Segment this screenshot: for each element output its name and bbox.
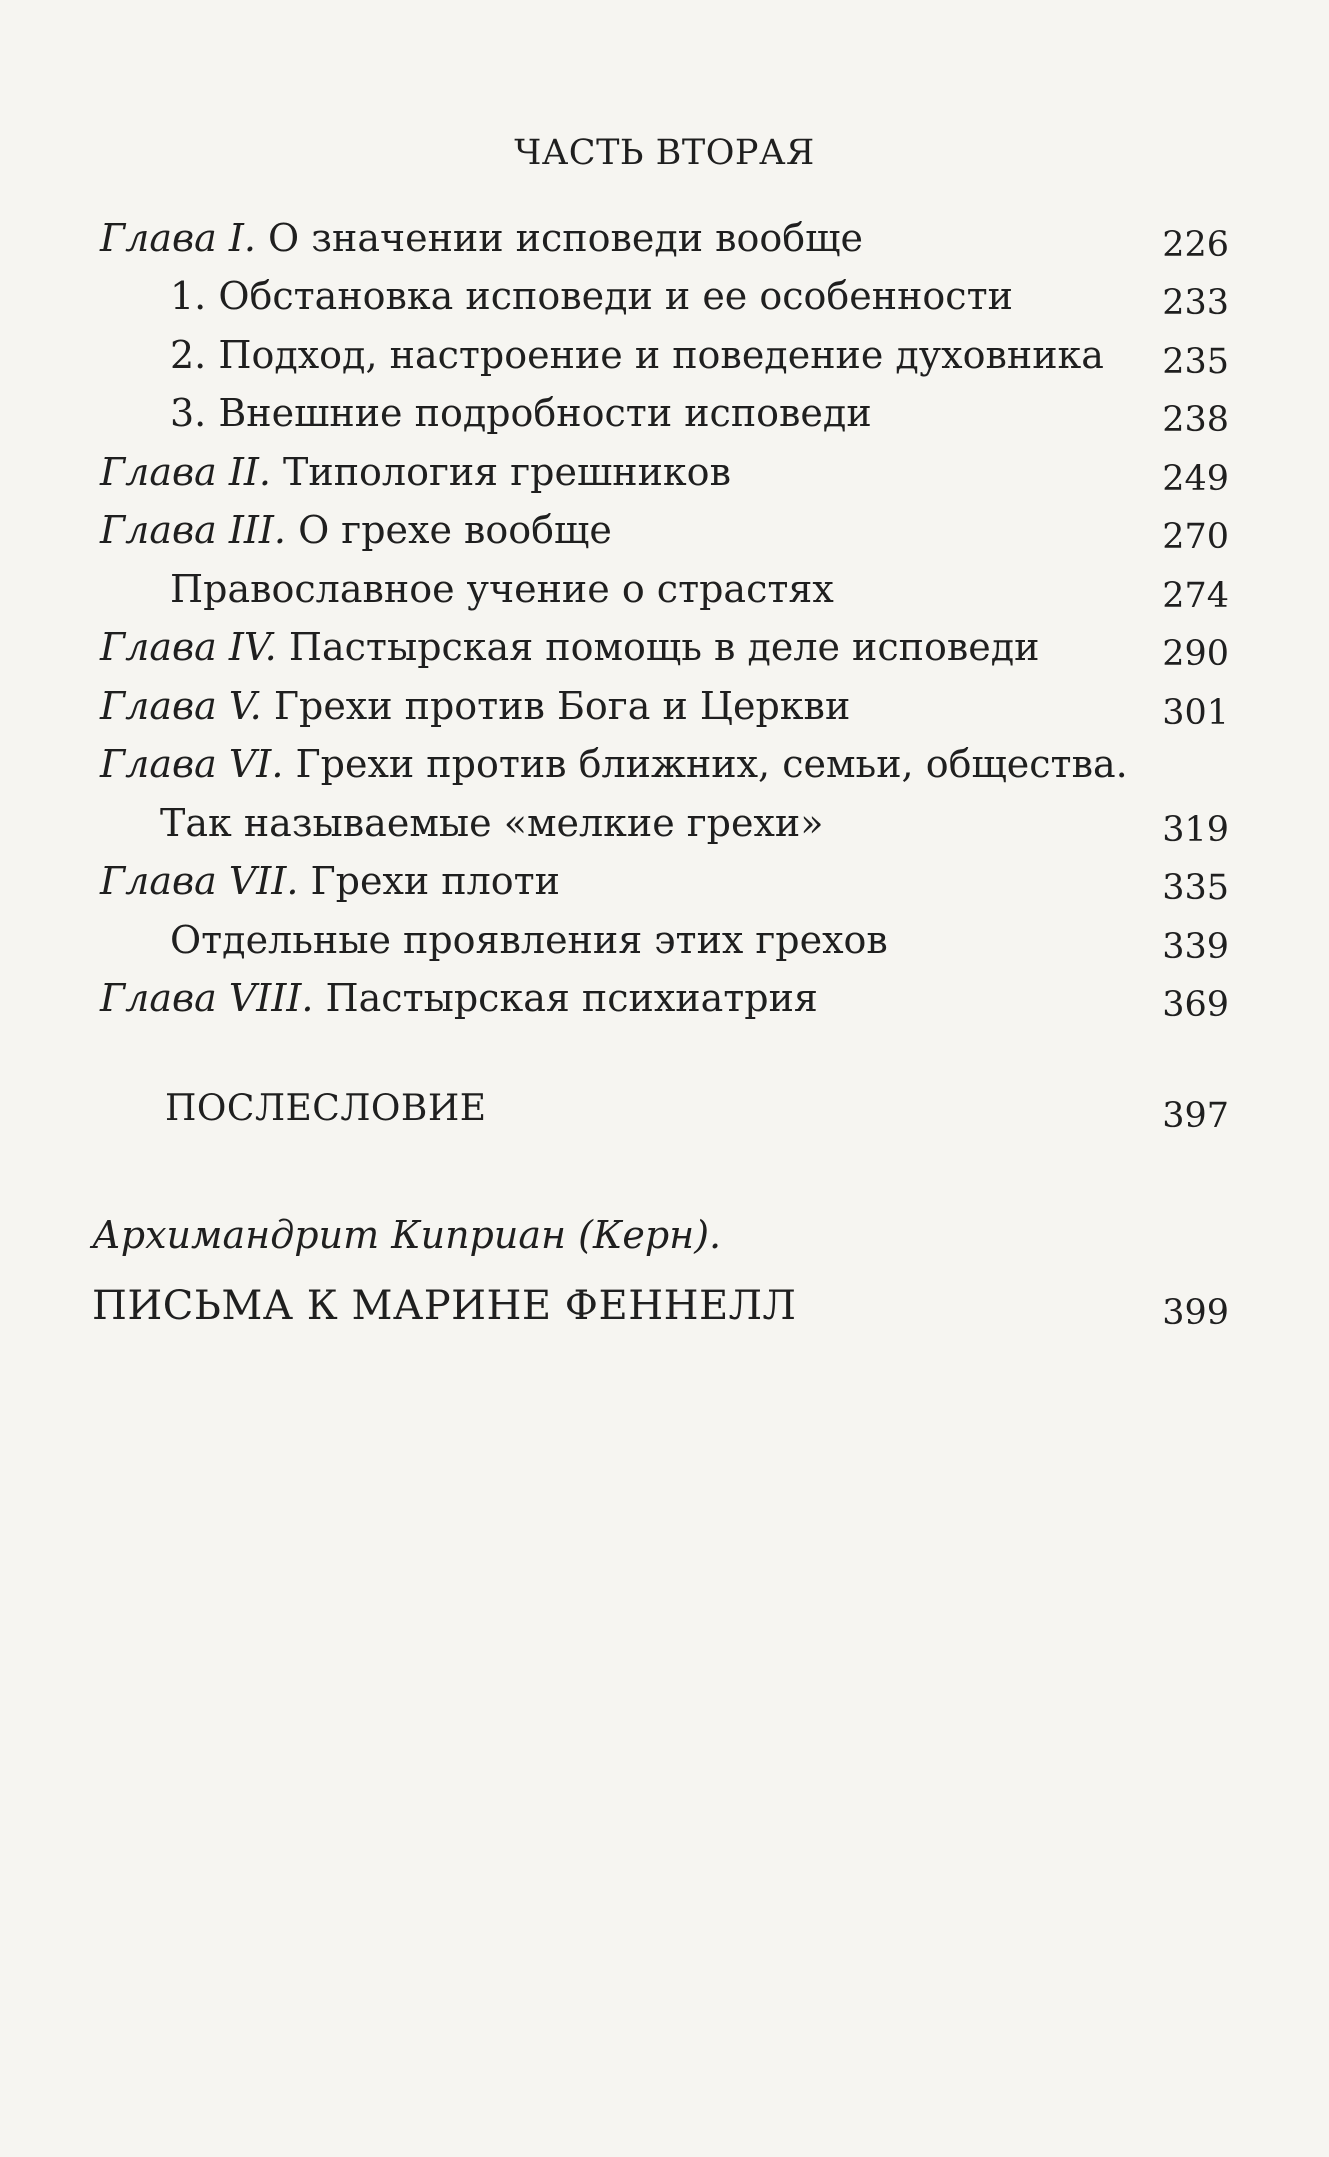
entry-title: О значении исповеди вообще [255, 216, 863, 260]
chapter-label: Глава VI. [100, 742, 284, 786]
page-number: 290 [1162, 634, 1229, 674]
entry-title: Православное учение о страстях [170, 567, 834, 611]
entry-title: Грехи плоти [298, 859, 560, 903]
chapter-label: Глава VIII. [100, 976, 314, 1020]
page-number: 301 [1162, 693, 1229, 733]
page-number: 274 [1162, 576, 1229, 616]
toc-entry [170, 390, 872, 436]
letters-title: ПИСЬМА К МАРИНЕ ФЕННЕЛЛ [92, 1283, 797, 1329]
page-number: 270 [1162, 517, 1229, 557]
chapter-label: Глава IV. [100, 625, 277, 669]
page-number: 238 [1162, 400, 1229, 440]
toc-entry [100, 858, 560, 904]
page-number: 319 [1162, 810, 1229, 850]
chapter-label: Глава III. [100, 508, 286, 552]
section-heading: ЧАСТЬ ВТОРАЯ [514, 133, 815, 173]
page-number: 249 [1162, 459, 1229, 499]
chapter-label: Глава II. [100, 450, 271, 494]
page-number: 233 [1162, 283, 1229, 323]
toc-entry [170, 273, 1013, 319]
toc-entry [100, 449, 731, 495]
entry-title: 1. Обстановка исповеди и ее особенности [170, 274, 1013, 318]
entry-title: Пастырская помощь в деле исповеди [276, 625, 1040, 669]
toc-entry [100, 741, 1128, 787]
entry-title: Грехи против Бога и Церкви [261, 684, 851, 728]
page-number: 369 [1162, 985, 1229, 1025]
entry-title: Типология грешников [270, 450, 731, 494]
chapter-label: Глава I. [100, 216, 256, 260]
toc-entry [100, 683, 850, 729]
toc-entry [160, 800, 824, 846]
entry-title: Пастырская психиатрия [313, 976, 818, 1020]
toc-entry [100, 215, 863, 261]
toc-entry [100, 507, 612, 553]
entry-title: ПОСЛЕСЛОВИЕ [165, 1088, 487, 1129]
entry-title: 2. Подход, настроение и поведение духовника [170, 333, 1104, 377]
toc-entry [170, 917, 888, 963]
toc-entry [100, 975, 818, 1021]
page-number: 339 [1162, 927, 1229, 967]
page-number: 226 [1162, 225, 1229, 265]
page-number: 397 [1162, 1096, 1229, 1136]
toc-entry [100, 624, 1039, 670]
entry-title: Так называемые «мелкие грехи» [160, 801, 824, 845]
entry-title: Отдельные проявления этих грехов [170, 918, 888, 962]
page-number: 235 [1162, 342, 1229, 382]
toc-entry [170, 332, 1104, 378]
toc-entry [165, 1086, 487, 1132]
entry-title: 3. Внешние подробности исповеди [170, 391, 872, 435]
author-line: Архимандрит Киприан (Керн). [92, 1213, 722, 1257]
page-number: 399 [1162, 1293, 1229, 1333]
page-number: 335 [1162, 868, 1229, 908]
chapter-label: Глава VII. [100, 859, 299, 903]
chapter-label: Глава V. [100, 684, 262, 728]
toc-entry [170, 566, 834, 612]
entry-title: О грехе вообще [285, 508, 612, 552]
entry-title: Грехи против ближних, семьи, общества. [283, 742, 1128, 786]
